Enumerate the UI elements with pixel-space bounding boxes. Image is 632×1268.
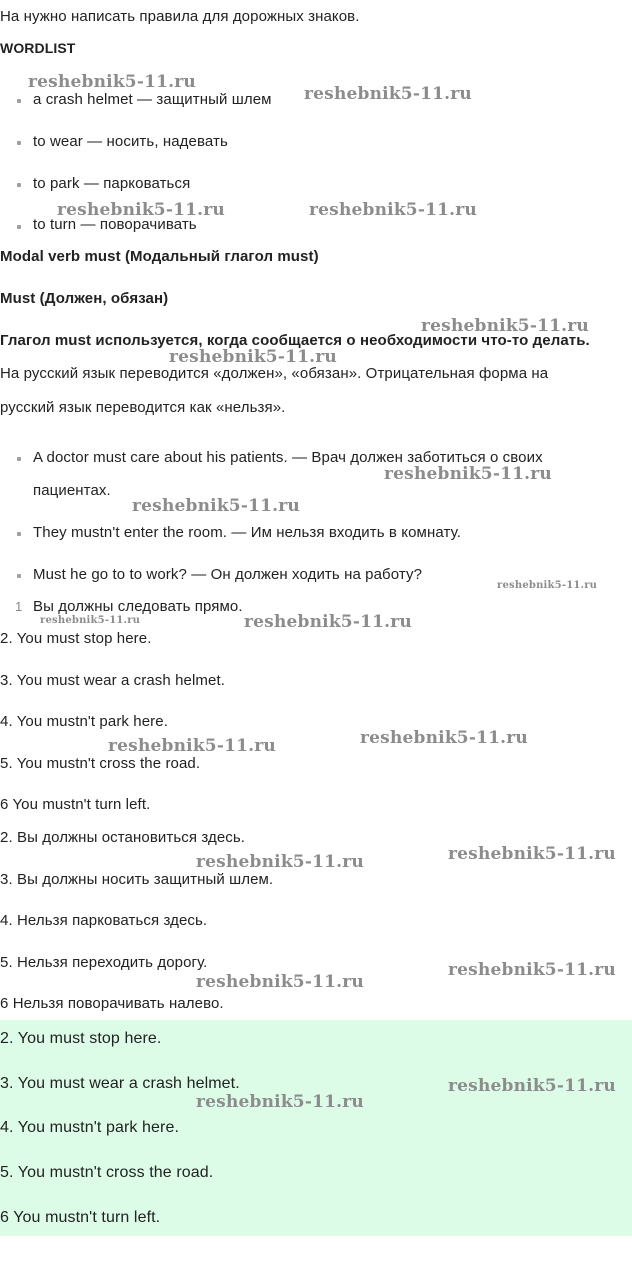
answer-line-ru: 4. Нельзя парковаться здесь. — [0, 912, 208, 929]
watermark: reshebnik5-11.ru — [28, 72, 196, 92]
answer-first: Вы должны следовать прямо. — [33, 598, 243, 615]
watermark: reshebnik5-11.ru — [360, 728, 528, 748]
watermark: reshebnik5-11.ru — [448, 844, 616, 864]
watermark: reshebnik5-11.ru — [132, 496, 300, 516]
watermark: reshebnik5-11.ru — [244, 612, 412, 632]
answer-line-ru: 3. Вы должны носить защитный шлем. — [0, 871, 274, 888]
answer-box-line: 4. You mustn't park here. — [0, 1119, 179, 1136]
bullet-icon — [17, 532, 21, 536]
answer-line: 4. You mustn't park here. — [0, 713, 168, 730]
watermark: reshebnik5-11.ru — [196, 1092, 364, 1112]
answer-line: 5. You mustn't cross the road. — [0, 755, 201, 772]
translation-line-1: На русский язык переводится «должен», «обязан». Отрицательная форма на — [0, 365, 549, 382]
translation-line-2: русский язык переводится как «нельзя». — [0, 399, 286, 416]
answer-box-line: 5. You mustn't cross the road. — [0, 1164, 214, 1181]
answer-line: 6 You mustn't turn left. — [0, 796, 151, 813]
answer-line: 3. You must wear a crash helmet. — [0, 672, 225, 689]
list-item: Must he go to to work? — Он должен ходить на работу? — [33, 566, 423, 583]
grammar-subtitle: Must (Должен, обязан) — [0, 290, 169, 307]
list-item-continuation: пациентах. — [33, 482, 111, 499]
watermark: reshebnik5-11.ru — [421, 316, 589, 336]
wordlist-heading: WORDLIST — [0, 40, 76, 56]
grammar-rule: Глагол must используется, когда сообщается о необходимости что-то делать. — [0, 332, 590, 349]
list-number: 1 — [15, 599, 23, 614]
answer-box-line: 2. You must stop here. — [0, 1030, 162, 1047]
intro-text: На нужно написать правила для дорожных знаков. — [0, 8, 360, 25]
watermark: reshebnik5-11.ru — [169, 347, 337, 367]
watermark: reshebnik5-11.ru — [57, 200, 225, 220]
answer-line: 2. You must stop here. — [0, 630, 152, 647]
watermark: reshebnik5-11.ru — [384, 464, 552, 484]
bullet-icon — [17, 225, 21, 229]
answer-line-ru: 5. Нельзя переходить дорогу. — [0, 954, 208, 971]
list-item: to park — парковаться — [33, 175, 191, 192]
watermark: reshebnik5-11.ru — [497, 580, 598, 591]
bullet-icon — [17, 457, 21, 461]
watermark: reshebnik5-11.ru — [196, 852, 364, 872]
grammar-title: Modal verb must (Модальный глагол must) — [0, 248, 319, 265]
watermark: reshebnik5-11.ru — [304, 84, 472, 104]
watermark: reshebnik5-11.ru — [40, 615, 141, 626]
list-item: They mustn't enter the room. — Им нельзя входить в комнату. — [33, 524, 461, 541]
watermark: reshebnik5-11.ru — [108, 736, 276, 756]
list-item: a crash helmet — защитный шлем — [33, 91, 272, 108]
list-item: to turn — поворачивать — [33, 216, 197, 233]
bullet-icon — [17, 141, 21, 145]
list-item: to wear — носить, надевать — [33, 133, 228, 150]
answer-line-ru: 2. Вы должны остановиться здесь. — [0, 829, 246, 846]
answer-box-line: 3. You must wear a crash helmet. — [0, 1075, 240, 1092]
bullet-icon — [17, 574, 21, 578]
bullet-icon — [17, 99, 21, 103]
watermark: reshebnik5-11.ru — [448, 960, 616, 980]
answer-box-line: 6 You mustn't turn left. — [0, 1209, 161, 1226]
list-item: A doctor must care about his patients. — Врач должен заботиться о своих — [33, 449, 543, 466]
answer-line-ru: 6 Нельзя поворачивать налево. — [0, 995, 224, 1012]
watermark: reshebnik5-11.ru — [448, 1076, 616, 1096]
bullet-icon — [17, 183, 21, 187]
watermark: reshebnik5-11.ru — [309, 200, 477, 220]
answer-box — [0, 1020, 632, 1236]
watermark: reshebnik5-11.ru — [196, 972, 364, 992]
